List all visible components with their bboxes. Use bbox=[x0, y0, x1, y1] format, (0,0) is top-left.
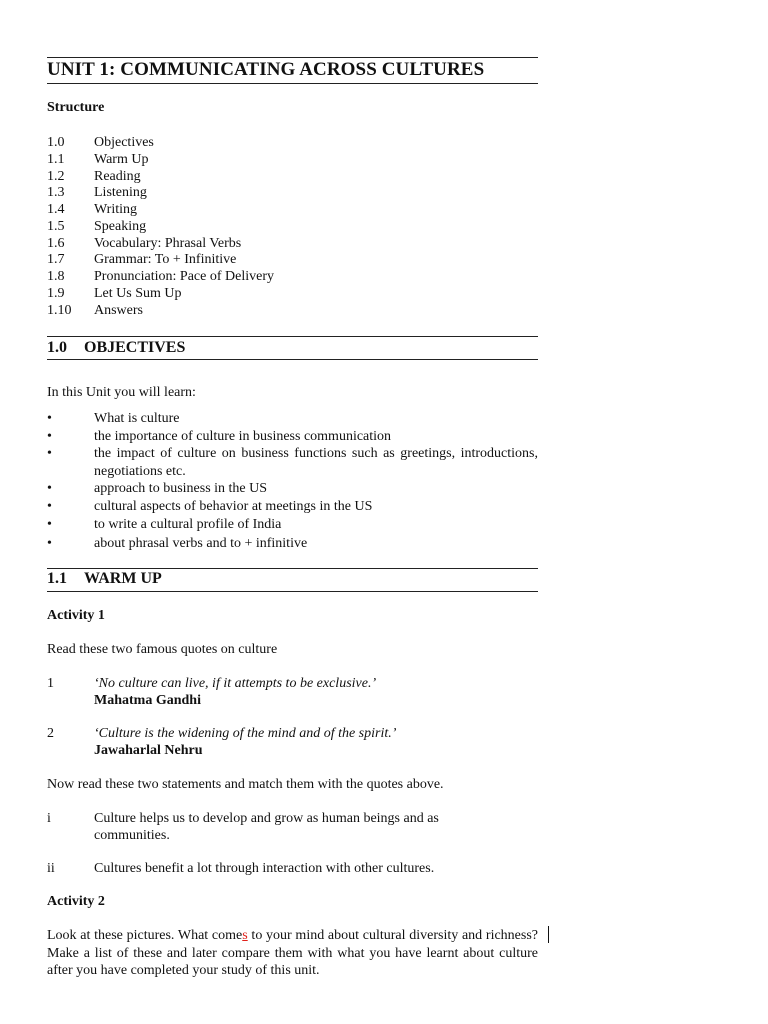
toc-number: 1.10 bbox=[47, 303, 72, 318]
statement-number: ii bbox=[47, 861, 55, 876]
toc-label: Listening bbox=[94, 185, 147, 200]
statement-item bbox=[47, 810, 538, 844]
activity-1-intro: Read these two famous quotes on culture bbox=[47, 642, 278, 657]
quote-item bbox=[47, 675, 538, 709]
section-title: OBJECTIVES bbox=[84, 339, 186, 356]
list-item bbox=[47, 498, 538, 516]
activity-1-heading: Activity 1 bbox=[47, 608, 105, 623]
unit-title: UNIT 1: COMMUNICATING ACROSS CULTURES bbox=[47, 59, 485, 80]
activity-2-heading: Activity 2 bbox=[47, 894, 105, 909]
activity-2-paragraph bbox=[47, 927, 538, 980]
toc-number: 1.7 bbox=[47, 252, 65, 267]
toc-label: Answers bbox=[94, 303, 143, 318]
toc-label: Let Us Sum Up bbox=[94, 286, 182, 301]
list-item bbox=[47, 516, 538, 534]
list-item bbox=[47, 445, 538, 480]
toc-label: Speaking bbox=[94, 219, 147, 234]
list-item-text: the impact of culture on business functions such as greetings, introductions, negotiations etc. bbox=[94, 446, 538, 479]
toc-label: Pronunciation: Pace of Delivery bbox=[94, 269, 275, 284]
toc-label: Warm Up bbox=[94, 152, 149, 167]
quote-number: 2 bbox=[47, 726, 54, 741]
toc-label: Vocabulary: Phrasal Verbs bbox=[94, 236, 242, 251]
list-item-text: about phrasal verbs and to + infinitive bbox=[94, 536, 308, 551]
statement-text: Cultures benefit a lot through interaction with other cultures. bbox=[94, 861, 435, 876]
title-bottom-rule bbox=[47, 83, 538, 84]
title-top-rule bbox=[47, 57, 538, 58]
quote-author: Jawaharlal Nehru bbox=[94, 743, 203, 758]
toc-number: 1.5 bbox=[47, 219, 65, 234]
section-title: WARM UP bbox=[84, 570, 162, 587]
toc-number: 1.1 bbox=[47, 152, 65, 167]
toc-number: 1.2 bbox=[47, 169, 65, 184]
toc-number: 1.3 bbox=[47, 185, 65, 200]
objectives-bottom-rule bbox=[47, 359, 538, 360]
structure-heading: Structure bbox=[47, 100, 105, 115]
list-item-text: What is culture bbox=[94, 411, 180, 426]
objectives-intro: In this Unit you will learn: bbox=[47, 385, 196, 400]
bullet: • bbox=[47, 481, 52, 496]
warmup-heading bbox=[47, 570, 162, 588]
toc-number: 1.6 bbox=[47, 236, 65, 251]
activity-2-text-start: Look at these pictures. What come bbox=[47, 928, 243, 943]
list-item bbox=[47, 428, 538, 446]
objectives-top-rule bbox=[47, 336, 538, 337]
warmup-top-rule bbox=[47, 568, 538, 569]
toc-number: 1.8 bbox=[47, 269, 65, 284]
bullet: • bbox=[47, 411, 52, 426]
spelling-highlight: s bbox=[242, 928, 248, 943]
quote-author: Mahatma Gandhi bbox=[94, 693, 201, 708]
statement-text: Culture helps us to develop and grow as human beings and as communities. bbox=[94, 811, 439, 843]
list-item-text: approach to business in the US bbox=[94, 481, 268, 496]
toc-number: 1.0 bbox=[47, 135, 65, 150]
list-item-text: to write a cultural profile of India bbox=[94, 517, 282, 532]
quote-item bbox=[47, 725, 538, 759]
bullet: • bbox=[47, 517, 52, 532]
warmup-bottom-rule bbox=[47, 591, 538, 592]
bullet: • bbox=[47, 429, 52, 444]
objectives-heading bbox=[47, 339, 185, 357]
section-number: 1.0 bbox=[47, 339, 67, 356]
toc-label: Writing bbox=[94, 202, 137, 217]
list-item bbox=[47, 535, 538, 553]
match-instructions: Now read these two statements and match them with the quotes above. bbox=[47, 777, 444, 792]
list-item bbox=[47, 410, 538, 428]
activity-2-text-end: to your mind about cultural diversity and richness? Make a list of these and later compare them with what you have learnt about culture after you have completed your study of this unit. bbox=[47, 928, 538, 978]
bullet: • bbox=[47, 499, 52, 514]
bullet: • bbox=[47, 446, 52, 461]
toc-number: 1.4 bbox=[47, 202, 65, 217]
quote-number: 1 bbox=[47, 676, 54, 691]
toc-label: Grammar: To + Infinitive bbox=[94, 252, 237, 267]
statement-item bbox=[47, 860, 538, 877]
statement-number: i bbox=[47, 811, 51, 826]
list-item-text: the importance of culture in business communication bbox=[94, 429, 392, 444]
bullet: • bbox=[47, 536, 52, 551]
quote-text: ‘Culture is the widening of the mind and of the spirit.’ bbox=[94, 726, 397, 741]
text-cursor bbox=[548, 926, 549, 943]
toc-label: Objectives bbox=[94, 135, 154, 150]
section-number: 1.1 bbox=[47, 570, 67, 587]
quote-text: ‘No culture can live, if it attempts to be exclusive.’ bbox=[94, 676, 377, 691]
list-item-text: cultural aspects of behavior at meetings in the US bbox=[94, 499, 373, 514]
toc-number: 1.9 bbox=[47, 286, 65, 301]
list-item bbox=[47, 480, 538, 498]
toc-label: Reading bbox=[94, 169, 141, 184]
